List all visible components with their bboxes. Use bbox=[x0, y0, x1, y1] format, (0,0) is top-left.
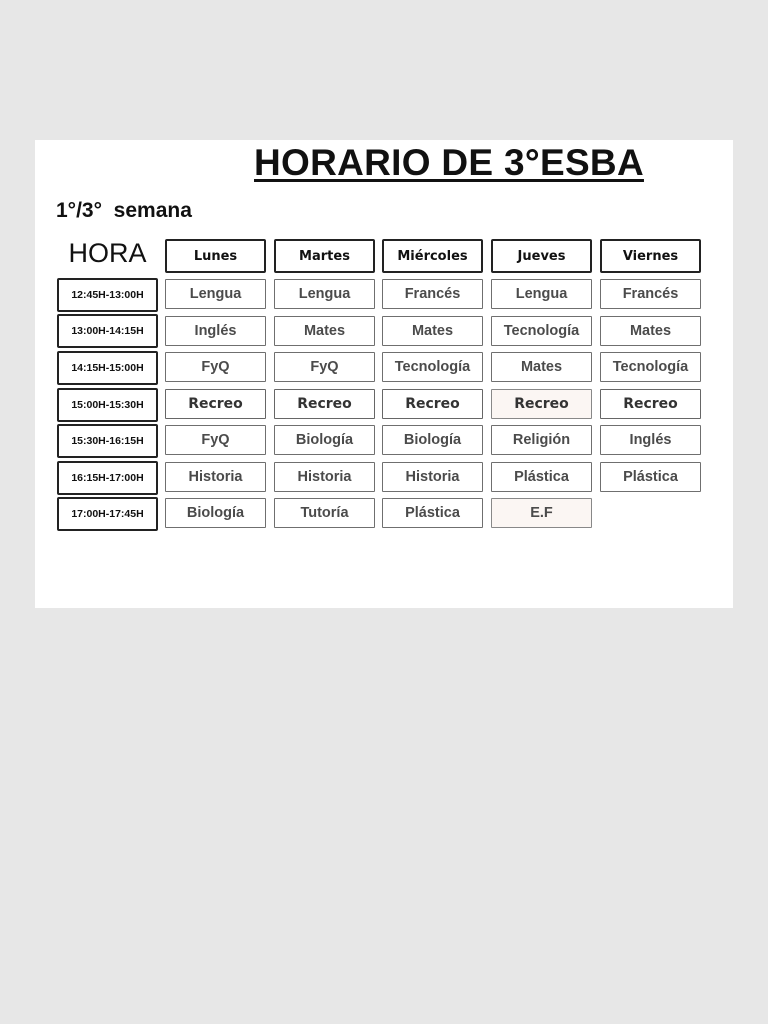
time-slot: 15:00H-15:30H bbox=[57, 388, 158, 422]
subject-cell: Historia bbox=[165, 462, 266, 492]
subject-cell: Lengua bbox=[274, 279, 375, 309]
subject-cell: Biología bbox=[165, 498, 266, 528]
subject-cell: Religión bbox=[491, 425, 592, 455]
break-cell: Recreo bbox=[274, 389, 375, 419]
day-header-martes: Martes bbox=[274, 239, 375, 273]
time-slot: 15:30H-16:15H bbox=[57, 424, 158, 458]
day-header-jueves: Jueves bbox=[491, 239, 592, 273]
subject-cell: E.F bbox=[491, 498, 592, 528]
time-slot: 16:15H-17:00H bbox=[57, 461, 158, 495]
week-label: 1°/3° semana bbox=[56, 199, 192, 222]
day-header-viernes: Viernes bbox=[600, 239, 701, 273]
day-header-miercoles: Miércoles bbox=[382, 239, 483, 273]
subject-cell: Biología bbox=[274, 425, 375, 455]
subject-cell: FyQ bbox=[165, 352, 266, 382]
schedule-sheet bbox=[35, 140, 733, 608]
subject-cell: Inglés bbox=[165, 316, 266, 346]
subject-cell: Mates bbox=[382, 316, 483, 346]
subject-cell: Plástica bbox=[491, 462, 592, 492]
subject-cell: Historia bbox=[274, 462, 375, 492]
time-slot: 14:15H-15:00H bbox=[57, 351, 158, 385]
subject-cell: Tecnología bbox=[382, 352, 483, 382]
subject-cell: Inglés bbox=[600, 425, 701, 455]
subject-cell: FyQ bbox=[274, 352, 375, 382]
subject-cell: Mates bbox=[274, 316, 375, 346]
page-title: HORARIO DE 3°ESBA bbox=[254, 142, 644, 183]
break-cell: Recreo bbox=[600, 389, 701, 419]
time-slot: 12:45H-13:00H bbox=[57, 278, 158, 312]
subject-cell: Tecnología bbox=[491, 316, 592, 346]
subject-cell: Biología bbox=[382, 425, 483, 455]
subject-cell: FyQ bbox=[165, 425, 266, 455]
subject-cell: Lengua bbox=[491, 279, 592, 309]
day-header-lunes: Lunes bbox=[165, 239, 266, 273]
subject-cell: Tutoría bbox=[274, 498, 375, 528]
time-slot: 13:00H-14:15H bbox=[57, 314, 158, 348]
break-cell: Recreo bbox=[382, 389, 483, 419]
subject-cell: Francés bbox=[382, 279, 483, 309]
subject-cell: Mates bbox=[491, 352, 592, 382]
hora-header: HORA bbox=[68, 238, 147, 268]
subject-cell: Plástica bbox=[382, 498, 483, 528]
time-slot: 17:00H-17:45H bbox=[57, 497, 158, 531]
subject-cell: Francés bbox=[600, 279, 701, 309]
subject-cell: Historia bbox=[382, 462, 483, 492]
break-cell: Recreo bbox=[165, 389, 266, 419]
subject-cell: Lengua bbox=[165, 279, 266, 309]
subject-cell: Plástica bbox=[600, 462, 701, 492]
subject-cell: Mates bbox=[600, 316, 701, 346]
break-cell: Recreo bbox=[491, 389, 592, 419]
subject-cell: Tecnología bbox=[600, 352, 701, 382]
